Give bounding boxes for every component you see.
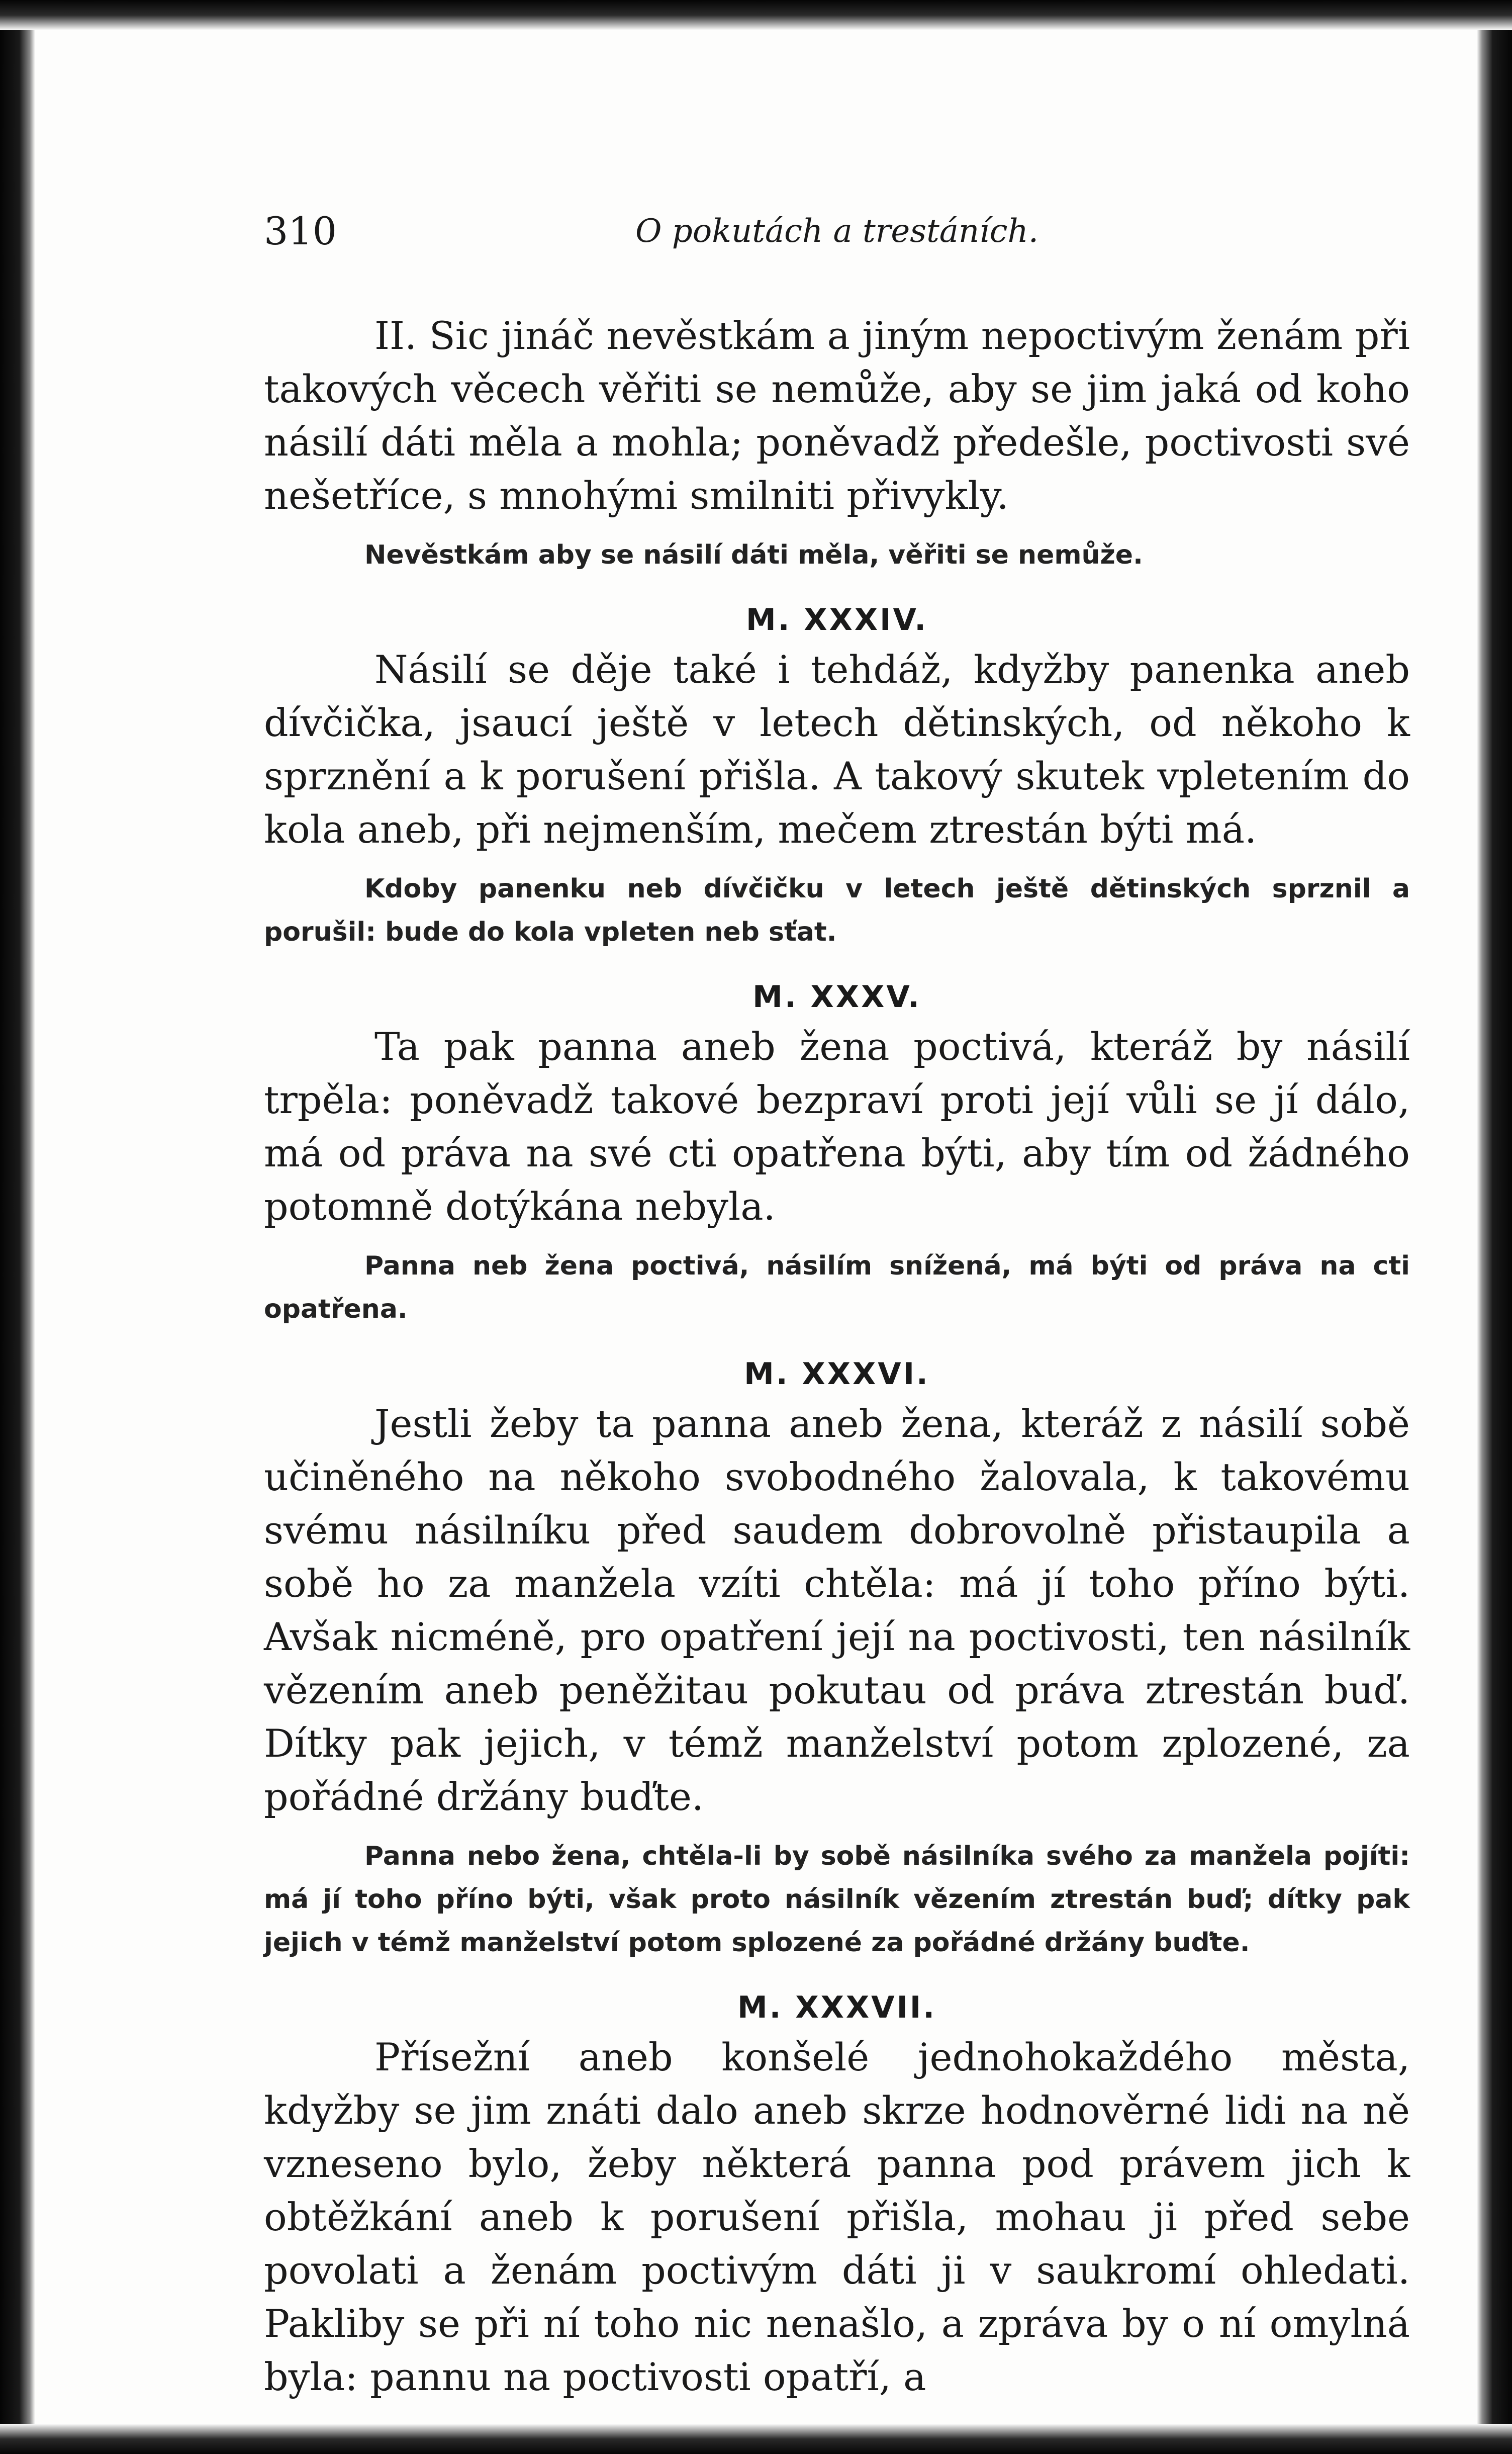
scan-border-top	[0, 0, 1512, 30]
paragraph-34: Násilí se děje také i tehdáž, kdyžby panenka aneb dívčička, jsaucí ještě v letech dětinských, od někoho k sprznění a k porušení přišla. A takový skutek vpletením do kola aneb, při nejmenším, mečem ztrestán býti má.	[264, 647, 1410, 852]
paragraph-37: Přísežní aneb konšelé jednohokaždého města, kdyžby se jim znáti dalo aneb skrze hodnověrné lidi na ně vzneseno bylo, žeby některá panna pod právem jich k obtěžkání aneb k porušení přišla, mohau ji před sebe povolati a ženám poctivým dáti ji v saukromí ohledati. Pakliby se při ní toho nic nenašlo, a zpráva by o ní omylná byla: pannu na poctivosti opatří, a	[264, 2035, 1410, 2399]
article-heading-37: M. XXXVII.	[737, 1990, 937, 2025]
paragraph-35: Ta pak panna aneb žena poctivá, kteráž by násilí trpěla: poněvadž takové bezpraví proti její vůli se jí dálo, má od práva na své cti opatřena býti, aby tím od žádného potomně dotýkána nebyla.	[264, 1024, 1410, 1229]
paragraph-intro: II. Sic jináč nevěstkám a jiným nepoctivým ženám při takových věcech věřiti se nemůže, aby se jim jaká od koho násilí dáti měla a mohla; poněvadž předešle, poctivosti své nešetříce, s mnohými smilniti přivykly.	[264, 313, 1410, 518]
summary-34: Kdoby panenku neb dívčičku v letech ještě dětinských sprznil a porušil: bude do kola vpleten neb sťat.	[264, 874, 1410, 947]
article-heading-35: M. XXXV.	[752, 979, 921, 1015]
article-heading-36: M. XXXVI.	[744, 1356, 930, 1392]
summary-intro: Nevěstkám aby se násilí dáti měla, věřiti se nemůže.	[364, 540, 1143, 570]
summary-35: Panna neb žena poctivá, násilím snížená, má býti od práva na cti opatřena.	[264, 1251, 1410, 1324]
scan-border-bottom	[0, 2424, 1512, 2454]
running-title: O pokutách a trestáních.	[635, 213, 1039, 250]
page-header	[264, 204, 1410, 259]
article-heading-34: M. XXXIV.	[746, 602, 928, 638]
page-number: 310	[264, 209, 337, 253]
scan-border-left	[0, 0, 35, 2454]
page-content	[264, 309, 1410, 2404]
paragraph-36: Jestli žeby ta panna aneb žena, kteráž z násilí sobě učiněného na někoho svobodného žalovala, k takovému svému násilníku před saudem dobrovolně přistaupila a sobě ho za manžela vzíti chtěla: má jí toho příno býti. Avšak nicméně, pro opatření její na poctivosti, ten násilník vězením aneb peněžitau pokutau od práva ztrestán buď. Dítky pak jejich, v témž manželství potom zplozené, za pořádné držány buďte.	[264, 1401, 1410, 1819]
summary-36: Panna nebo žena, chtěla-li by sobě násilníka svého za manžela pojíti: má jí toho příno býti, však proto násilník vězením ztrestán buď; dítky pak jejich v témž manželství potom splozené za pořádné držány buďte.	[264, 1841, 1410, 1958]
scan-border-right	[1477, 0, 1512, 2454]
